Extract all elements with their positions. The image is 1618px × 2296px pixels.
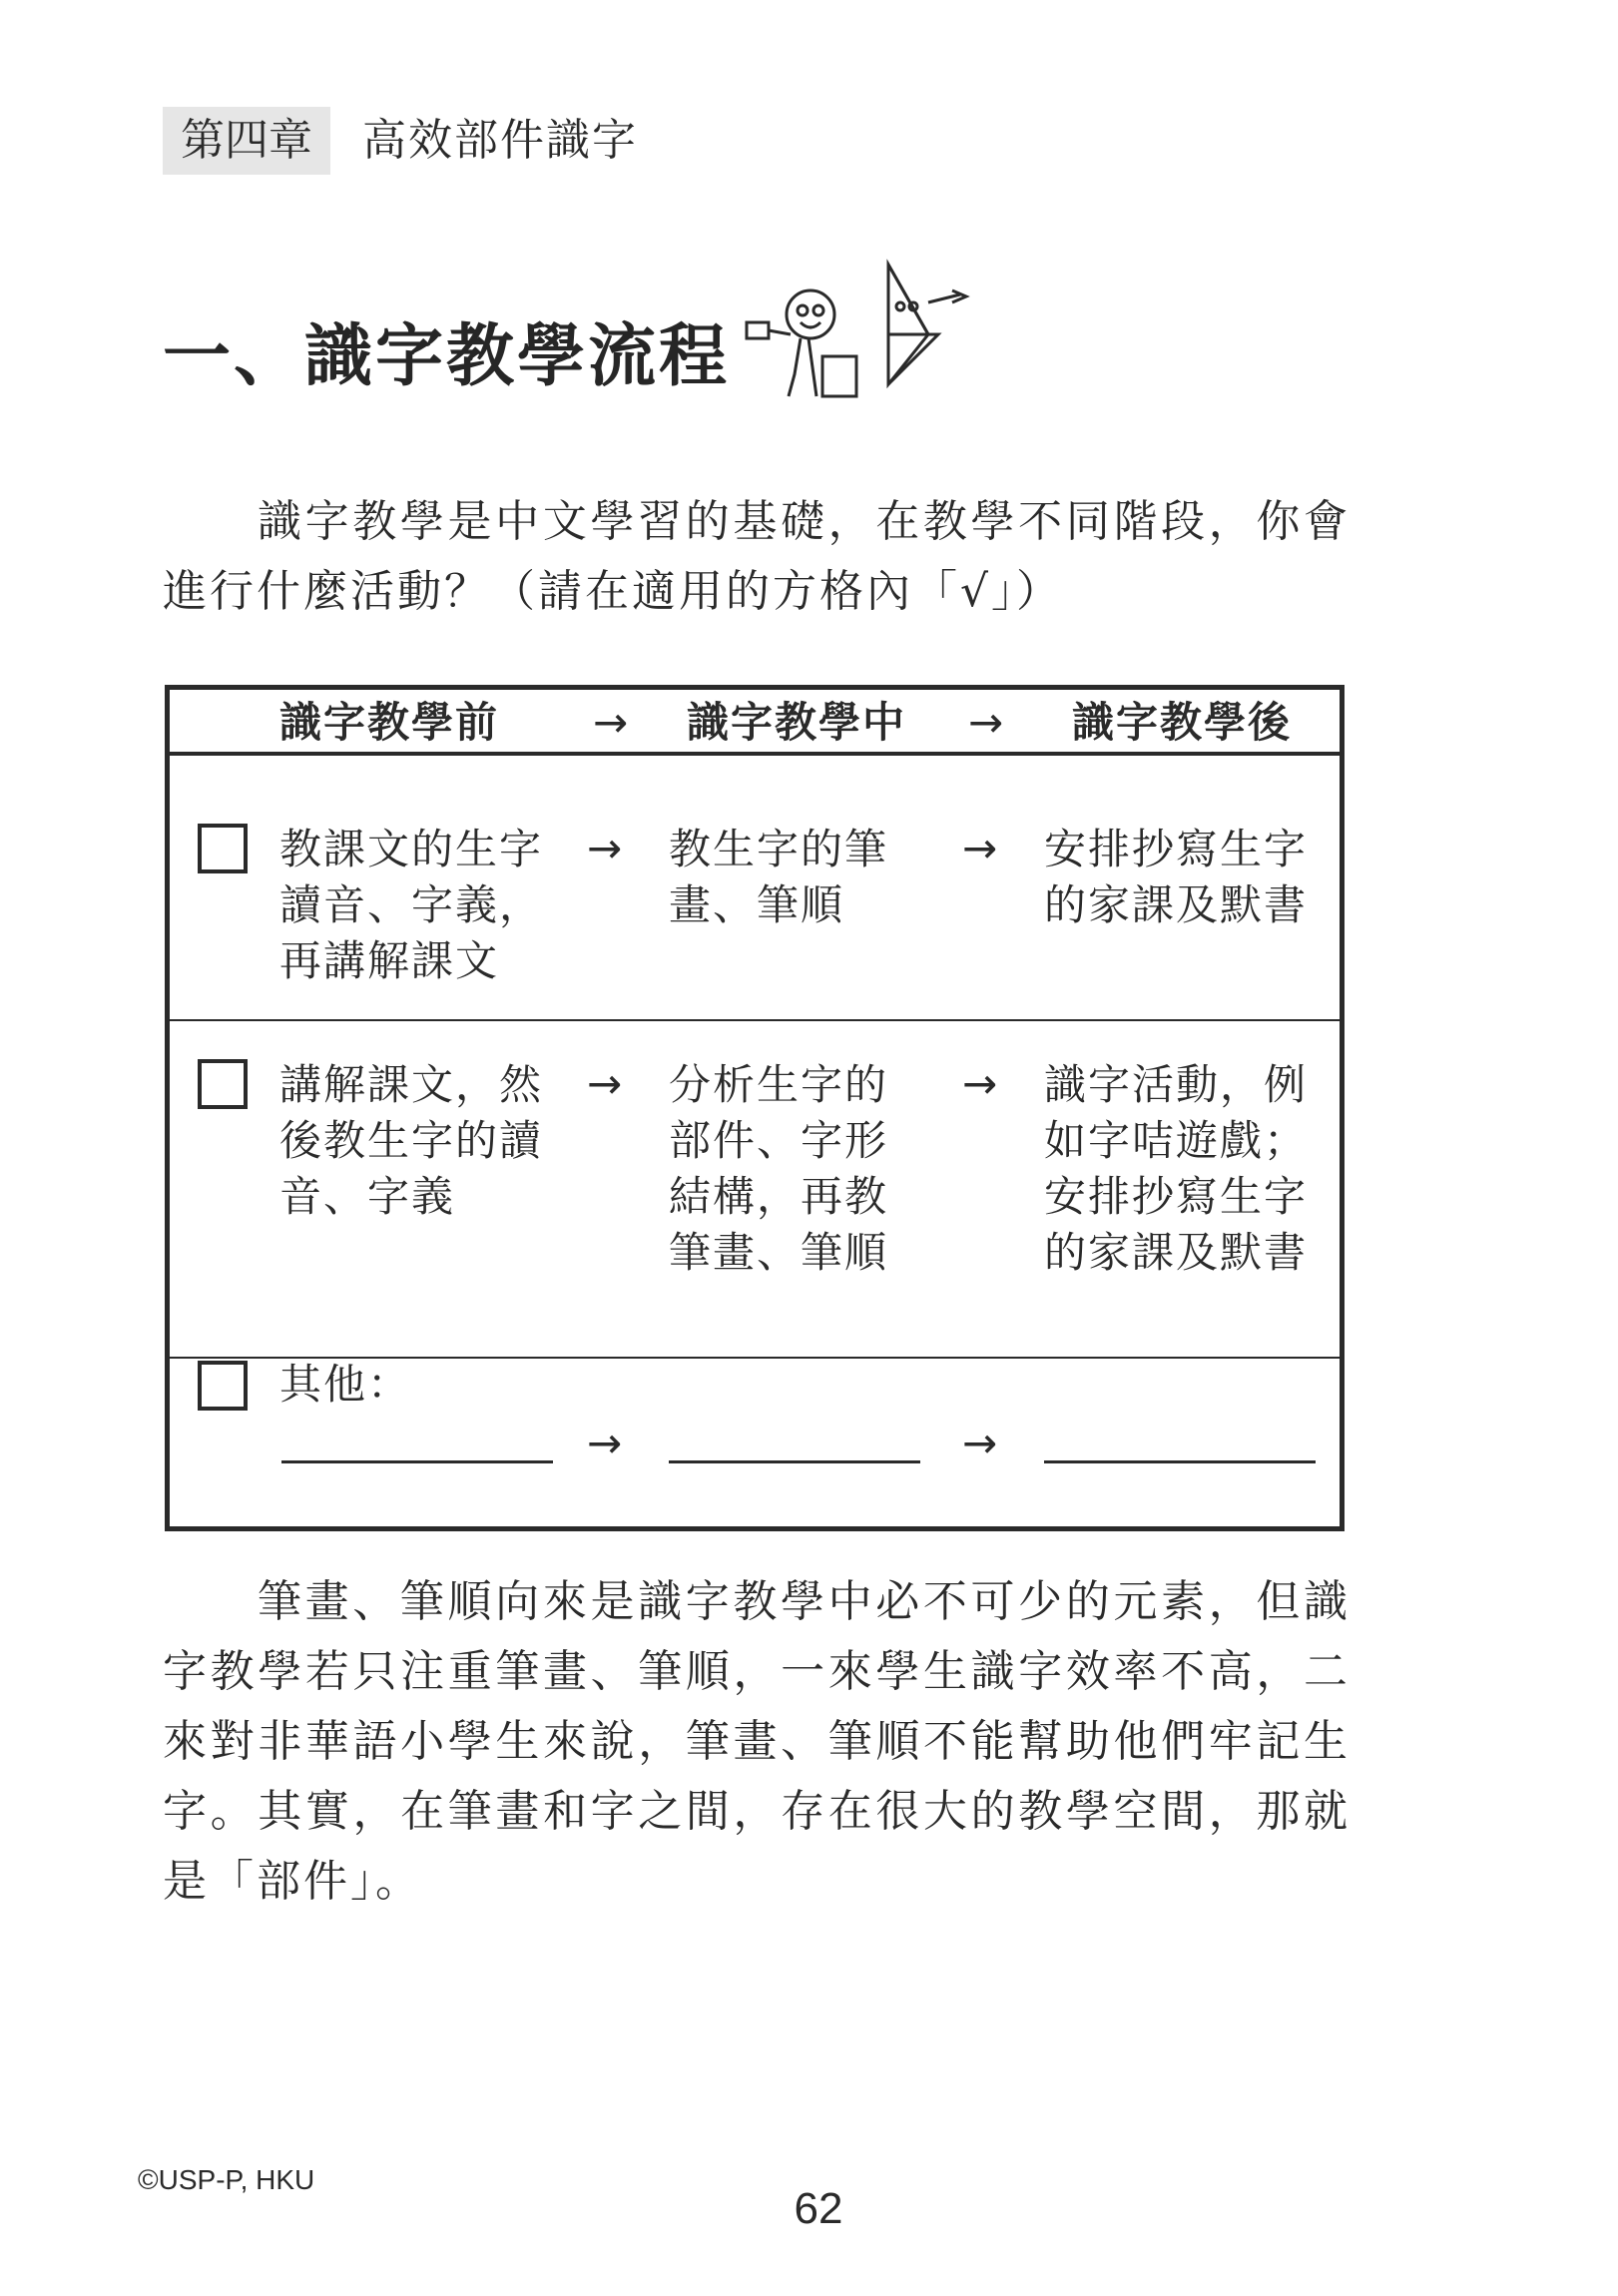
checkbox-row-2[interactable] [198, 1059, 248, 1109]
intro-paragraph: 識字教學是中文學習的基礎，在教學不同階段，你會進行什麼活動？（請在適用的方格內「√」） [163, 496, 1350, 617]
chapter-title: 高效部件識字 [362, 115, 638, 166]
teaching-flow-table [165, 685, 1345, 1531]
row2-before: 講解課文，然 後教生字的讀 音、字義 [279, 1060, 544, 1221]
other-blank-during[interactable] [669, 1460, 920, 1463]
header-after: 識字教學後 [1072, 698, 1293, 747]
copyright-footer: ©USP-P, HKU [138, 2164, 315, 2195]
other-blank-after[interactable] [1044, 1460, 1316, 1463]
row3-arrow-2: → [962, 1419, 998, 1467]
row2-during: 分析生字的 部件、字形 結構，再教 筆畫、筆順 [669, 1060, 889, 1277]
header-before: 識字教學前 [279, 698, 500, 747]
page-number: 62 [794, 2184, 843, 2233]
row2-arrow-1: → [587, 1059, 623, 1108]
section-heading: 一、識字教學流程 [163, 317, 731, 396]
header-arrow-1: → [593, 698, 629, 747]
row-divider-1 [170, 1019, 1340, 1021]
row2-after: 識字活動，例 如字咭遊戲； 安排抄寫生字 的家課及默書 [1044, 1060, 1309, 1277]
mascot-illustration-icon [739, 255, 978, 414]
row1-before: 教課文的生字 讀音、字義， 再講解課文 [279, 825, 544, 985]
row3-other-label: 其他： [279, 1360, 412, 1409]
other-blank-before[interactable] [281, 1460, 553, 1463]
row1-during: 教生字的筆 畫、筆順 [669, 825, 889, 929]
checkbox-row-3[interactable] [198, 1361, 248, 1411]
row1-arrow-1: → [587, 824, 623, 872]
chapter-header [163, 107, 638, 175]
row1-after: 安排抄寫生字 的家課及默書 [1044, 825, 1309, 929]
body-paragraph: 筆畫、筆順向來是識字教學中必不可少的元素，但識字教學若只注重筆畫、筆順，一來學生識字效率不高，二來對非華語小學生來說，筆畫、筆順不能幫助他們牢記生字。其實，在筆畫和字之間，存在很大的教學空間，那就是「部件」。 [163, 1576, 1350, 1907]
chapter-label: 第四章 [163, 107, 330, 175]
header-arrow-2: → [968, 698, 1004, 747]
row1-arrow-2: → [962, 824, 998, 872]
row2-arrow-2: → [962, 1059, 998, 1108]
checkbox-row-1[interactable] [198, 824, 248, 873]
table-header-row [170, 690, 1340, 756]
header-during: 識字教學中 [687, 698, 907, 747]
row3-arrow-1: → [587, 1419, 623, 1467]
